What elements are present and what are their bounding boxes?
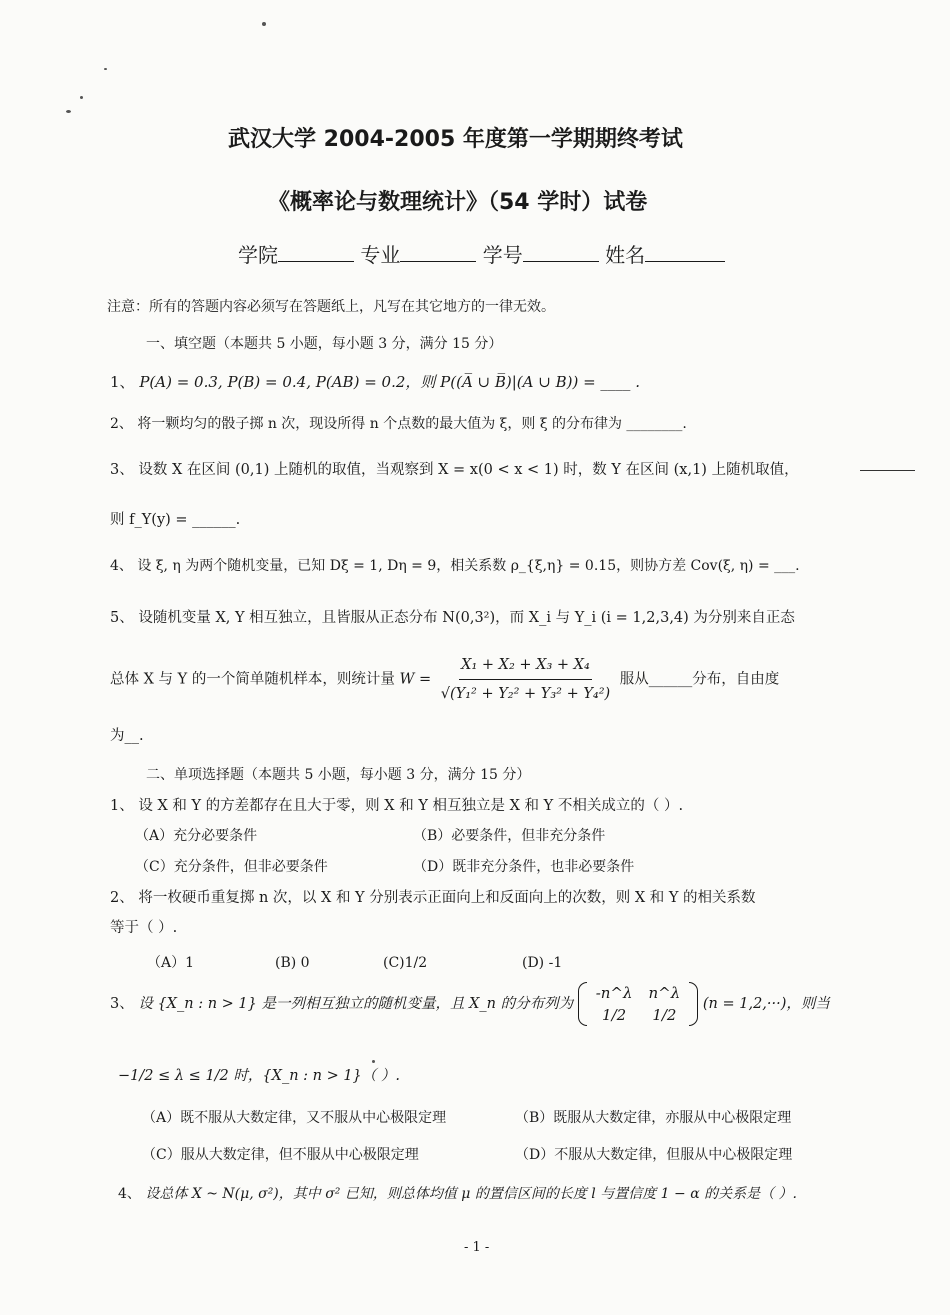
exam-subtitle: 《概率论与数理统计》（54 学时）试卷 — [268, 190, 648, 215]
matrix-cell: 1/2 — [602, 1006, 627, 1024]
option-b[interactable]: （B）既服从大数定律，亦服从中心极限定理 — [515, 1110, 792, 1126]
s2-question-3-line2 — [118, 1066, 400, 1086]
option-d[interactable]: （D）不服从大数定律，但服从中心极限定理 — [515, 1147, 793, 1163]
question-text: 设数 X 在区间 (0,1) 上随机的取值，当观察到 X = x(0 < x < 1) 时，数 Y 在区间 (x,1) 上随机取值， — [138, 462, 799, 478]
matrix-cell: -n^λ — [595, 984, 633, 1002]
condition-lambda: ≤ λ ≤ — [158, 1068, 201, 1084]
field-label-name: 姓名 — [605, 243, 646, 267]
question-text: 设总体 X ~ N(μ, σ²)，其中 σ² 已知，则总体均值 μ 的置信区间的长度 l 与置信度 1 − α 的关系是（ ）. — [145, 1186, 798, 1202]
matrix-cell: n^λ — [648, 984, 681, 1002]
field-blank-major[interactable] — [400, 243, 476, 262]
option-d[interactable]: （D）既非充分条件，也非必要条件 — [413, 859, 635, 875]
page-number: - 1 - — [464, 1240, 490, 1255]
s2-question-2-line2: 等于（ ）. — [110, 920, 178, 936]
option-a[interactable]: （A）1 — [147, 955, 195, 971]
field-label-major: 专业 — [360, 243, 401, 267]
option-d[interactable]: (D) -1 — [522, 955, 563, 971]
scan-speck — [80, 96, 83, 99]
section2-heading: 二、单项选择题（本题共 5 小题，每小题 3 分，满分 15 分） — [146, 767, 531, 783]
field-label-college: 学院 — [238, 243, 278, 267]
question-text: 设 ξ, η 为两个随机变量，已知 Dξ = 1, Dη = 9，相关系数 ρ_{ξ,η} = 0.15，则协方差 Cov(ξ, η) = ___. — [137, 558, 800, 574]
field-label-student-id: 学号 — [482, 243, 523, 267]
condition-half: 1/2 — [205, 1068, 229, 1084]
question-number: 1、 — [110, 373, 135, 391]
question-text: 将一枚硬币重复掷 n 次，以 X 和 Y 分别表示正面向上和反面向上的次数，则 X 和 Y 的相关系数 — [138, 890, 756, 906]
question-text: 将一颗均匀的骰子掷 n 次，现设所得 n 个点数的最大值为 ξ，则 ξ 的分布律为 ________. — [137, 416, 687, 432]
field-blank-college[interactable] — [278, 243, 354, 262]
fraction-numerator: X₁ + X₂ + X₃ + X₄ — [459, 652, 592, 680]
distribution-matrix — [578, 982, 699, 1026]
s1-question-3-line2: 则 f_Y(y) = ______. — [110, 512, 241, 528]
statistic-w-label: W = — [399, 671, 432, 688]
option-c[interactable]: （C）服从大数定律，但不服从中心极限定理 — [142, 1147, 419, 1163]
condition-minus: − — [118, 1068, 131, 1084]
question-text: 设 X 和 Y 的方差都存在且大于零，则 X 和 Y 相互独立是 X 和 Y 不相关成立的（ ）. — [138, 798, 684, 814]
option-c[interactable]: （C）充分条件，但非必要条件 — [135, 859, 328, 875]
s1-question-5-line1 — [110, 608, 795, 628]
exam-notice: 注意：所有的答题内容必须写在答题纸上，凡写在其它地方的一律无效。 — [107, 299, 555, 315]
field-blank-name[interactable] — [645, 243, 725, 262]
s1-question-4 — [110, 556, 800, 576]
question-text: 设 {X_n : n > 1} 是一列相互独立的随机变量，且 X_n 的分布列为 — [138, 996, 574, 1012]
s1-question-5-line2 — [110, 652, 779, 707]
s2-question-3-line1 — [110, 982, 830, 1026]
s1-question-3-line1 — [110, 460, 799, 480]
question-text: 设随机变量 X, Y 相互独立，且皆服从正态分布 N(0,3²)，而 X_i 与 Y_i (i = 1,2,3,4) 为分别来自正态 — [138, 610, 795, 626]
student-info-fields — [238, 243, 725, 265]
s2-question-2-line1 — [110, 888, 756, 908]
question-number: 4、 — [118, 1186, 141, 1202]
s1-question-1 — [110, 372, 640, 392]
question-number: 3、 — [110, 462, 134, 478]
scan-speck — [372, 1060, 375, 1063]
s2-question-1 — [110, 796, 683, 816]
option-b[interactable]: (B) 0 — [275, 955, 310, 971]
question-text: P(A) = 0.3, P(B) = 0.4, P(AB) = 0.2，则 P((A̅ ∪ B̅)|(A ∪ B)) = ____ . — [139, 373, 640, 391]
scan-speck — [66, 110, 71, 113]
scan-underline — [860, 470, 915, 471]
s2-question-4 — [118, 1184, 797, 1204]
option-b[interactable]: （B）必要条件，但非充分条件 — [413, 828, 606, 844]
question-text: 总体 X 与 Y 的一个简单随机样本，则统计量 — [110, 671, 395, 688]
option-a[interactable]: （A）既不服从大数定律，又不服从中心极限定理 — [142, 1110, 447, 1126]
question-number: 2、 — [110, 416, 133, 432]
question-text: 服从______分布，自由度 — [619, 671, 780, 688]
condition-half: 1/2 — [130, 1068, 154, 1084]
exam-title: 武汉大学 2004-2005 年度第一学期期终考试 — [228, 127, 683, 152]
scan-speck — [262, 22, 266, 26]
s1-question-2 — [110, 414, 687, 434]
question-number: 5、 — [110, 610, 134, 626]
question-number: 3、 — [110, 996, 134, 1012]
s1-question-5-line3: 为__. — [110, 728, 144, 744]
statistic-w-fraction — [439, 652, 612, 707]
matrix-cell: 1/2 — [652, 1006, 677, 1024]
question-number: 4、 — [110, 558, 133, 574]
question-number: 2、 — [110, 890, 134, 906]
option-c[interactable]: (C)1/2 — [383, 955, 428, 971]
option-a[interactable]: （A）充分必要条件 — [135, 828, 258, 844]
question-text: (n = 1,2,···)，则当 — [702, 996, 830, 1012]
scan-speck — [104, 68, 107, 70]
section1-heading: 一、填空题（本题共 5 小题，每小题 3 分，满分 15 分） — [146, 336, 503, 352]
question-text: 时，{X_n : n > 1}（ ）. — [233, 1068, 401, 1084]
question-number: 1、 — [110, 798, 134, 814]
fraction-denominator: √(Y₁² + Y₂² + Y₃² + Y₄²) — [440, 686, 611, 702]
field-blank-student-id[interactable] — [523, 243, 599, 262]
